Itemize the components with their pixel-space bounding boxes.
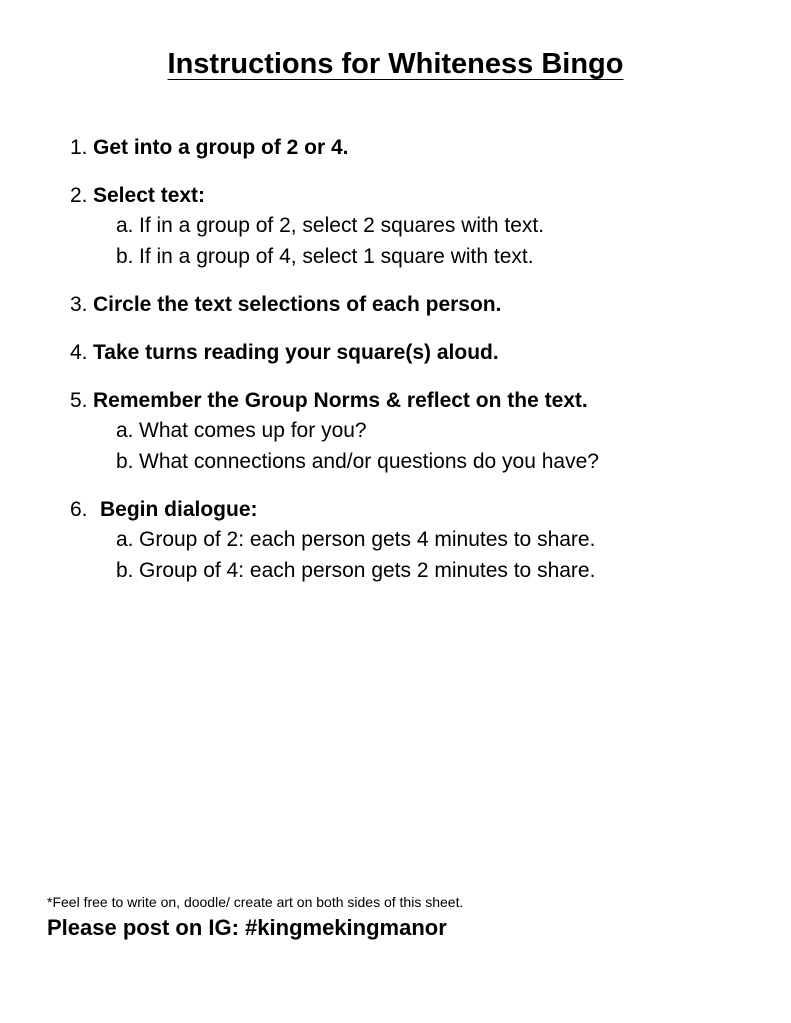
- sub-text: What comes up for you?: [139, 419, 367, 442]
- step-number: 1.: [70, 136, 88, 159]
- step-row: [70, 338, 770, 368]
- sub-text: Group of 2: each person gets 4 minutes to share.: [139, 528, 596, 551]
- sub-text: If in a group of 2, select 2 squares with text.: [139, 214, 545, 237]
- sub-item: [116, 242, 770, 273]
- sub-list: [116, 211, 770, 272]
- step-row: [70, 181, 770, 211]
- step-1: [70, 133, 770, 163]
- sub-list: [116, 416, 770, 477]
- step-number: 4.: [70, 341, 88, 364]
- sub-list: [116, 525, 770, 586]
- sub-item: [116, 447, 770, 478]
- footnote: *Feel free to write on, doodle/ create art on both sides of this sheet.: [47, 894, 464, 910]
- step-row: [70, 133, 770, 163]
- step-text: Get into a group of 2 or 4.: [93, 136, 349, 159]
- step-text: Begin dialogue:: [100, 498, 258, 521]
- instruction-steps: [70, 133, 770, 604]
- sub-item: [116, 416, 770, 447]
- sub-letter: a.: [116, 419, 134, 442]
- step-5: [70, 386, 770, 477]
- step-number: 3.: [70, 293, 88, 316]
- step-number: 2.: [70, 184, 88, 207]
- instagram-callout: Please post on IG: #kingmekingmanor: [47, 915, 447, 940]
- sub-text: Group of 4: each person gets 2 minutes to share.: [139, 558, 596, 582]
- step-text: Take turns reading your square(s) aloud.: [93, 341, 499, 364]
- sub-letter: b.: [116, 449, 134, 473]
- step-4: [70, 338, 770, 368]
- page-title-text: Instructions for Whiteness Bingo: [167, 48, 624, 80]
- sub-letter: b.: [116, 244, 134, 268]
- step-row: [70, 386, 770, 416]
- sub-letter: a.: [116, 214, 134, 237]
- step-row: [70, 290, 770, 320]
- sub-text: What connections and/or questions do you have?: [139, 449, 599, 473]
- step-6: [70, 495, 770, 586]
- step-text: Circle the text selections of each person.: [93, 293, 502, 316]
- sub-text: If in a group of 4, select 1 square with text.: [139, 244, 534, 268]
- step-text: Select text:: [93, 184, 206, 207]
- sub-letter: a.: [116, 528, 134, 551]
- sub-item: [116, 211, 770, 242]
- step-row: [70, 495, 770, 525]
- step-number: 5.: [70, 389, 88, 412]
- sub-letter: b.: [116, 558, 134, 582]
- sub-item: [116, 556, 770, 587]
- step-2: [70, 181, 770, 272]
- step-number: 6.: [70, 498, 88, 521]
- step-3: [70, 290, 770, 320]
- sub-item: [116, 525, 770, 556]
- step-text: Remember the Group Norms & reflect on the text.: [93, 389, 588, 412]
- page-title: [0, 44, 791, 84]
